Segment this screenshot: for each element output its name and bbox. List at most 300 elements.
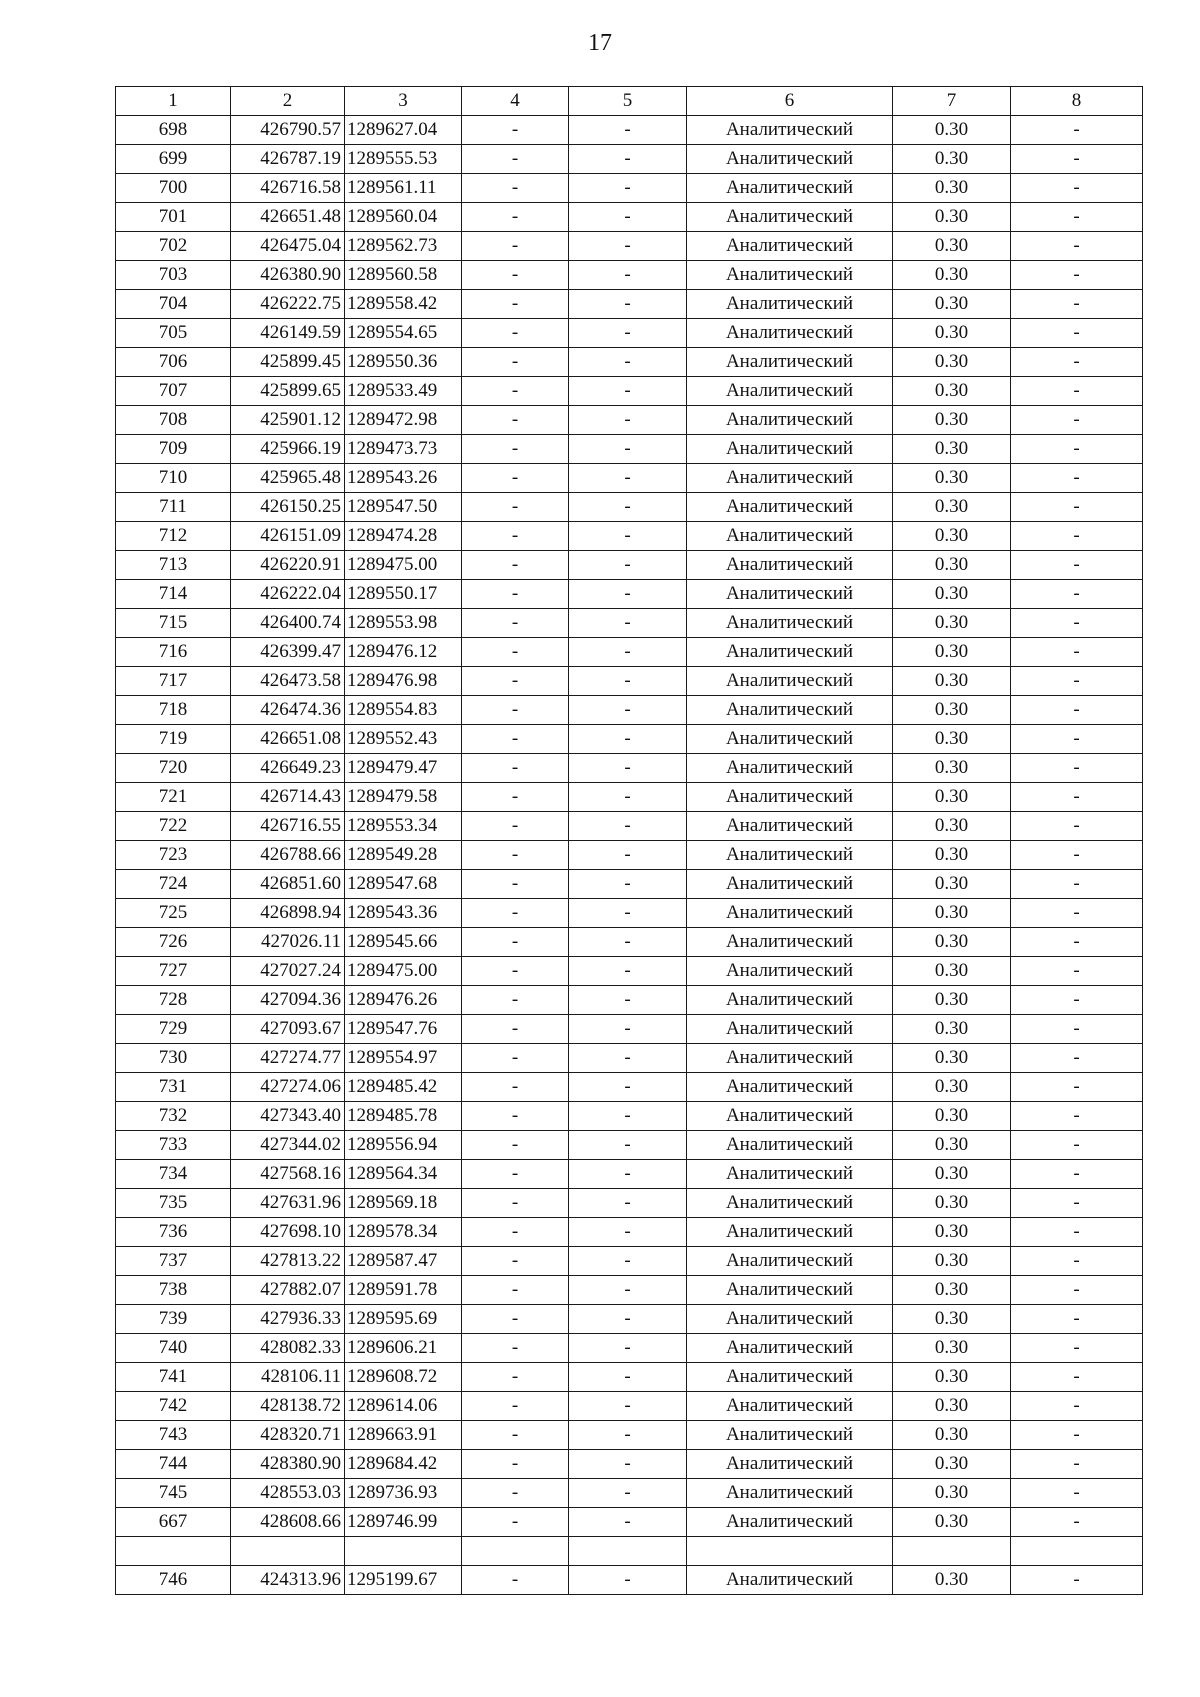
table-cell-col-4: - — [462, 406, 569, 435]
table-cell-col-4: - — [462, 290, 569, 319]
table-cell-col-5: - — [569, 841, 687, 870]
table-cell-col-3: 1289746.99 — [345, 1508, 462, 1537]
table-cell-col-1: 703 — [116, 261, 231, 290]
table-row — [116, 609, 1143, 638]
table-cell-col-5: - — [569, 1102, 687, 1131]
header-row — [116, 87, 1143, 116]
table-cell-col-7: 0.30 — [893, 116, 1011, 145]
table-cell-col-2: 426400.74 — [231, 609, 345, 638]
table-cell-col-1: 725 — [116, 899, 231, 928]
table-cell-col-7: 0.30 — [893, 435, 1011, 464]
table-cell-col-3: 1289562.73 — [345, 232, 462, 261]
table-cell-col-4: - — [462, 1479, 569, 1508]
table-cell-col-7: 0.30 — [893, 841, 1011, 870]
table-cell-col-8: - — [1011, 261, 1143, 290]
table-cell-col-3: 1289553.98 — [345, 609, 462, 638]
table-cell-col-3: 1289608.72 — [345, 1363, 462, 1392]
table-cell-col-5: - — [569, 377, 687, 406]
table-cell-col-2 — [231, 1537, 345, 1566]
table-cell-col-3: 1289554.65 — [345, 319, 462, 348]
table-cell-col-2: 427093.67 — [231, 1015, 345, 1044]
table-row — [116, 1537, 1143, 1566]
table-cell-col-1: 719 — [116, 725, 231, 754]
table-cell-col-1: 718 — [116, 696, 231, 725]
table-row — [116, 696, 1143, 725]
table-cell-col-2: 427094.36 — [231, 986, 345, 1015]
table-cell-col-3: 1289547.68 — [345, 870, 462, 899]
table-cell-col-6: Аналитический — [687, 1160, 893, 1189]
table-row — [116, 754, 1143, 783]
table-cell-col-2: 425966.19 — [231, 435, 345, 464]
table-cell-col-4: - — [462, 1450, 569, 1479]
table-cell-col-6: Аналитический — [687, 580, 893, 609]
table-cell-col-8: - — [1011, 464, 1143, 493]
table-cell-col-8: - — [1011, 232, 1143, 261]
table-row — [116, 580, 1143, 609]
table-row — [116, 493, 1143, 522]
table-cell-col-7: 0.30 — [893, 551, 1011, 580]
table-cell-col-3: 1289560.58 — [345, 261, 462, 290]
table-cell-col-1: 710 — [116, 464, 231, 493]
table-cell-col-5: - — [569, 667, 687, 696]
table-cell-col-1: 720 — [116, 754, 231, 783]
table-cell-col-7: 0.30 — [893, 957, 1011, 986]
table-row — [116, 522, 1143, 551]
table-cell-col-3: 1289560.04 — [345, 203, 462, 232]
table-cell-col-2: 427274.77 — [231, 1044, 345, 1073]
table-cell-col-6: Аналитический — [687, 1218, 893, 1247]
table-cell-col-3: 1289552.43 — [345, 725, 462, 754]
table-cell-col-3: 1289549.28 — [345, 841, 462, 870]
table-cell-col-8: - — [1011, 377, 1143, 406]
table-cell-col-5: - — [569, 319, 687, 348]
table-cell-col-4: - — [462, 1363, 569, 1392]
table-cell-col-4: - — [462, 870, 569, 899]
table-cell-col-6: Аналитический — [687, 725, 893, 754]
table-cell-col-6: Аналитический — [687, 406, 893, 435]
table-cell-col-8: - — [1011, 1044, 1143, 1073]
table-cell-col-6: Аналитический — [687, 754, 893, 783]
table-cell-col-6: Аналитический — [687, 232, 893, 261]
table-cell-col-7: 0.30 — [893, 928, 1011, 957]
table-cell-col-2: 427274.06 — [231, 1073, 345, 1102]
table-cell-col-2: 426716.55 — [231, 812, 345, 841]
table-cell-col-5: - — [569, 783, 687, 812]
table-cell-col-5: - — [569, 551, 687, 580]
table-cell-col-3: 1289472.98 — [345, 406, 462, 435]
table-cell-col-8: - — [1011, 1160, 1143, 1189]
table-cell-col-5: - — [569, 696, 687, 725]
page-number: 17 — [588, 30, 612, 56]
table-cell-col-6: Аналитический — [687, 957, 893, 986]
table-cell-col-4: - — [462, 435, 569, 464]
table-cell-col-4: - — [462, 1131, 569, 1160]
table-cell-col-4: - — [462, 841, 569, 870]
table-cell-col-8: - — [1011, 1566, 1143, 1595]
table-cell-col-5: - — [569, 232, 687, 261]
table-cell-col-8: - — [1011, 841, 1143, 870]
table-cell-col-4: - — [462, 1247, 569, 1276]
table-cell-col-5: - — [569, 870, 687, 899]
table-cell-col-8: - — [1011, 319, 1143, 348]
table-cell-col-5: - — [569, 1189, 687, 1218]
table-cell-col-2: 428320.71 — [231, 1421, 345, 1450]
coordinates-table — [115, 86, 1143, 1595]
table-cell-col-1: 729 — [116, 1015, 231, 1044]
table-cell-col-4: - — [462, 1508, 569, 1537]
table-cell-col-5: - — [569, 464, 687, 493]
table-cell-col-4 — [462, 1537, 569, 1566]
table-cell-col-6: Аналитический — [687, 1392, 893, 1421]
table-cell-col-6: Аналитический — [687, 1247, 893, 1276]
table-cell-col-2: 427813.22 — [231, 1247, 345, 1276]
table-cell-col-1: 739 — [116, 1305, 231, 1334]
table-cell-col-3: 1289587.47 — [345, 1247, 462, 1276]
table-cell-col-5: - — [569, 1392, 687, 1421]
table-cell-col-1: 727 — [116, 957, 231, 986]
table-cell-col-3: 1289485.42 — [345, 1073, 462, 1102]
table-row — [116, 1450, 1143, 1479]
table-body — [116, 116, 1143, 1595]
table-cell-col-6: Аналитический — [687, 116, 893, 145]
table-cell-col-3: 1289543.36 — [345, 899, 462, 928]
table-cell-col-8: - — [1011, 783, 1143, 812]
table-cell-col-6: Аналитический — [687, 522, 893, 551]
table-cell-col-1: 721 — [116, 783, 231, 812]
table-cell-col-2: 425901.12 — [231, 406, 345, 435]
table-cell-col-5: - — [569, 435, 687, 464]
table-cell-col-5: - — [569, 986, 687, 1015]
table-cell-col-6: Аналитический — [687, 1479, 893, 1508]
table-row — [116, 203, 1143, 232]
table-cell-col-4: - — [462, 899, 569, 928]
table-cell-col-4: - — [462, 377, 569, 406]
table-cell-col-4: - — [462, 203, 569, 232]
table-cell-col-2: 426651.08 — [231, 725, 345, 754]
table-cell-col-2: 427882.07 — [231, 1276, 345, 1305]
table-row — [116, 1044, 1143, 1073]
table-cell-col-3: 1289547.76 — [345, 1015, 462, 1044]
table-cell-col-2: 426149.59 — [231, 319, 345, 348]
table-cell-col-6: Аналитический — [687, 1334, 893, 1363]
table-cell-col-3: 1289554.97 — [345, 1044, 462, 1073]
table-cell-col-1: 728 — [116, 986, 231, 1015]
table-cell-col-1: 740 — [116, 1334, 231, 1363]
table-cell-col-8: - — [1011, 1363, 1143, 1392]
table-cell-col-3: 1289558.42 — [345, 290, 462, 319]
table-cell-col-7: 0.30 — [893, 377, 1011, 406]
table-cell-col-2: 426714.43 — [231, 783, 345, 812]
table-row — [116, 116, 1143, 145]
table-cell-col-2: 426380.90 — [231, 261, 345, 290]
table-cell-col-7: 0.30 — [893, 580, 1011, 609]
table-cell-col-6: Аналитический — [687, 1276, 893, 1305]
table-cell-col-3: 1289663.91 — [345, 1421, 462, 1450]
table-cell-col-8: - — [1011, 1102, 1143, 1131]
table-cell-col-1: 716 — [116, 638, 231, 667]
table-cell-col-7: 0.30 — [893, 203, 1011, 232]
table-cell-col-2: 425965.48 — [231, 464, 345, 493]
table-cell-col-8: - — [1011, 899, 1143, 928]
table-cell-col-6: Аналитический — [687, 928, 893, 957]
table-cell-col-4: - — [462, 1102, 569, 1131]
table-cell-col-7: 0.30 — [893, 232, 1011, 261]
table-cell-col-3: 1289553.34 — [345, 812, 462, 841]
table-cell-col-5: - — [569, 1566, 687, 1595]
table-cell-col-3: 1289627.04 — [345, 116, 462, 145]
table-cell-col-5: - — [569, 261, 687, 290]
table-cell-col-6: Аналитический — [687, 493, 893, 522]
table-cell-col-7: 0.30 — [893, 812, 1011, 841]
table-cell-col-3: 1289595.69 — [345, 1305, 462, 1334]
table-row — [116, 783, 1143, 812]
table-cell-col-5: - — [569, 1508, 687, 1537]
table-cell-col-6: Аналитический — [687, 435, 893, 464]
table-cell-col-4: - — [462, 1305, 569, 1334]
table-row — [116, 174, 1143, 203]
table-cell-col-7: 0.30 — [893, 1131, 1011, 1160]
table-cell-col-6: Аналитический — [687, 1421, 893, 1450]
table-cell-col-7: 0.30 — [893, 1044, 1011, 1073]
table-cell-col-1: 711 — [116, 493, 231, 522]
table-cell-col-4: - — [462, 1044, 569, 1073]
table-cell-col-5: - — [569, 1218, 687, 1247]
table-cell-col-4: - — [462, 1276, 569, 1305]
table-cell-col-1: 745 — [116, 1479, 231, 1508]
table-row — [116, 290, 1143, 319]
table-cell-col-2: 427344.02 — [231, 1131, 345, 1160]
table-cell-col-4: - — [462, 638, 569, 667]
table-cell-col-7: 0.30 — [893, 1276, 1011, 1305]
table-cell-col-3: 1289474.28 — [345, 522, 462, 551]
table-cell-col-6: Аналитический — [687, 1508, 893, 1537]
table-cell-col-7: 0.30 — [893, 261, 1011, 290]
table-cell-col-5: - — [569, 1044, 687, 1073]
table-cell-col-1: 726 — [116, 928, 231, 957]
table-cell-col-6: Аналитический — [687, 986, 893, 1015]
table-cell-col-7: 0.30 — [893, 464, 1011, 493]
table-row — [116, 1189, 1143, 1218]
table-row — [116, 464, 1143, 493]
table-cell-col-3: 1289475.00 — [345, 957, 462, 986]
table-cell-col-1: 738 — [116, 1276, 231, 1305]
table-cell-col-5: - — [569, 1450, 687, 1479]
table-cell-col-2: 426651.48 — [231, 203, 345, 232]
table-row — [116, 638, 1143, 667]
table-cell-col-2: 428082.33 — [231, 1334, 345, 1363]
table-cell-col-3: 1289578.34 — [345, 1218, 462, 1247]
table-row — [116, 1508, 1143, 1537]
table-row — [116, 1363, 1143, 1392]
table-row — [116, 1334, 1143, 1363]
table-cell-col-3: 1289479.47 — [345, 754, 462, 783]
table-cell-col-4: - — [462, 174, 569, 203]
table-cell-col-7: 0.30 — [893, 406, 1011, 435]
table-cell-col-7: 0.30 — [893, 638, 1011, 667]
table-cell-col-6: Аналитический — [687, 1015, 893, 1044]
column-header-7: 7 — [893, 87, 1011, 116]
table-cell-col-8: - — [1011, 1131, 1143, 1160]
table-cell-col-5: - — [569, 116, 687, 145]
table-cell-col-1: 731 — [116, 1073, 231, 1102]
table-cell-col-2: 427026.11 — [231, 928, 345, 957]
table-cell-col-7: 0.30 — [893, 986, 1011, 1015]
table-cell-col-6: Аналитический — [687, 783, 893, 812]
table-cell-col-8: - — [1011, 1015, 1143, 1044]
table-cell-col-2: 426788.66 — [231, 841, 345, 870]
table-cell-col-6: Аналитический — [687, 696, 893, 725]
table-cell-col-3: 1289564.34 — [345, 1160, 462, 1189]
table-cell-col-3: 1289533.49 — [345, 377, 462, 406]
table-cell-col-8: - — [1011, 986, 1143, 1015]
table-cell-col-7: 0.30 — [893, 1421, 1011, 1450]
table-cell-col-6: Аналитический — [687, 1073, 893, 1102]
table-row — [116, 1015, 1143, 1044]
table-cell-col-8: - — [1011, 754, 1143, 783]
table-cell-col-5: - — [569, 812, 687, 841]
table-cell-col-8: - — [1011, 1247, 1143, 1276]
table-cell-col-1: 707 — [116, 377, 231, 406]
table-cell-col-7: 0.30 — [893, 609, 1011, 638]
table-cell-col-2: 426473.58 — [231, 667, 345, 696]
table-cell-col-8: - — [1011, 1421, 1143, 1450]
table-cell-col-1: 741 — [116, 1363, 231, 1392]
table-cell-col-8: - — [1011, 1479, 1143, 1508]
table-cell-col-1: 735 — [116, 1189, 231, 1218]
table-cell-col-1: 733 — [116, 1131, 231, 1160]
table-row — [116, 551, 1143, 580]
table-cell-col-7: 0.30 — [893, 725, 1011, 754]
table-cell-col-4: - — [462, 232, 569, 261]
table-cell-col-6: Аналитический — [687, 841, 893, 870]
table-row — [116, 928, 1143, 957]
table-cell-col-8: - — [1011, 609, 1143, 638]
table-cell-col-6: Аналитический — [687, 1305, 893, 1334]
table-cell-col-7: 0.30 — [893, 174, 1011, 203]
table-cell-col-2: 427568.16 — [231, 1160, 345, 1189]
table-cell-col-7: 0.30 — [893, 1479, 1011, 1508]
table-cell-col-1: 737 — [116, 1247, 231, 1276]
table-cell-col-2: 426790.57 — [231, 116, 345, 145]
table-cell-col-3: 1289479.58 — [345, 783, 462, 812]
table-row — [116, 986, 1143, 1015]
table-cell-col-1: 704 — [116, 290, 231, 319]
table-cell-col-8: - — [1011, 493, 1143, 522]
table-row — [116, 667, 1143, 696]
table-cell-col-7: 0.30 — [893, 1160, 1011, 1189]
table-cell-col-8: - — [1011, 1450, 1143, 1479]
table-row — [116, 957, 1143, 986]
table-cell-col-1: 667 — [116, 1508, 231, 1537]
table-cell-col-5: - — [569, 1363, 687, 1392]
table-cell-col-5: - — [569, 1334, 687, 1363]
table-cell-col-5: - — [569, 348, 687, 377]
table-cell-col-2: 426220.91 — [231, 551, 345, 580]
table-cell-col-6 — [687, 1537, 893, 1566]
table-cell-col-1: 714 — [116, 580, 231, 609]
table-cell-col-4: - — [462, 725, 569, 754]
table-row — [116, 841, 1143, 870]
table-cell-col-7: 0.30 — [893, 696, 1011, 725]
table-cell-col-1: 734 — [116, 1160, 231, 1189]
table-cell-col-8: - — [1011, 1189, 1143, 1218]
table-cell-col-5: - — [569, 725, 687, 754]
table-cell-col-3: 1289475.00 — [345, 551, 462, 580]
table-cell-col-2: 426474.36 — [231, 696, 345, 725]
table-cell-col-3: 1289543.26 — [345, 464, 462, 493]
table-cell-col-3: 1289554.83 — [345, 696, 462, 725]
table-cell-col-7: 0.30 — [893, 348, 1011, 377]
column-header-8: 8 — [1011, 87, 1143, 116]
table-cell-col-5: - — [569, 1160, 687, 1189]
table-cell-col-3: 1289545.66 — [345, 928, 462, 957]
table-row — [116, 1305, 1143, 1334]
table-cell-col-3: 1289476.12 — [345, 638, 462, 667]
table-cell-col-4: - — [462, 754, 569, 783]
table-cell-col-1: 730 — [116, 1044, 231, 1073]
table-row — [116, 1392, 1143, 1421]
table-cell-col-2: 428106.11 — [231, 1363, 345, 1392]
table-cell-col-4: - — [462, 1160, 569, 1189]
table-cell-col-8: - — [1011, 348, 1143, 377]
table-cell-col-2: 427936.33 — [231, 1305, 345, 1334]
table-cell-col-7: 0.30 — [893, 493, 1011, 522]
table-cell-col-8: - — [1011, 290, 1143, 319]
table-cell-col-5: - — [569, 638, 687, 667]
table-cell-col-3: 1289550.17 — [345, 580, 462, 609]
table-cell-col-2: 426222.75 — [231, 290, 345, 319]
table-cell-col-5: - — [569, 1421, 687, 1450]
table-cell-col-7: 0.30 — [893, 667, 1011, 696]
table-cell-col-7: 0.30 — [893, 1566, 1011, 1595]
table-cell-col-4: - — [462, 522, 569, 551]
table-cell-col-4: - — [462, 957, 569, 986]
table-cell-col-3: 1289569.18 — [345, 1189, 462, 1218]
column-header-4: 4 — [462, 87, 569, 116]
table-cell-col-1: 698 — [116, 116, 231, 145]
table-cell-col-7: 0.30 — [893, 1073, 1011, 1102]
table-cell-col-1: 746 — [116, 1566, 231, 1595]
table-cell-col-6: Аналитический — [687, 1450, 893, 1479]
table-cell-col-3: 1295199.67 — [345, 1566, 462, 1595]
table-cell-col-1: 700 — [116, 174, 231, 203]
table-cell-col-3: 1289591.78 — [345, 1276, 462, 1305]
table-cell-col-4: - — [462, 696, 569, 725]
table-cell-col-6: Аналитический — [687, 1189, 893, 1218]
table-cell-col-7: 0.30 — [893, 783, 1011, 812]
table-cell-col-8: - — [1011, 1508, 1143, 1537]
table-cell-col-5: - — [569, 580, 687, 609]
table-cell-col-1: 724 — [116, 870, 231, 899]
table-cell-col-6: Аналитический — [687, 1131, 893, 1160]
table-cell-col-1: 699 — [116, 145, 231, 174]
table-cell-col-1: 705 — [116, 319, 231, 348]
table-cell-col-2: 428380.90 — [231, 1450, 345, 1479]
table-cell-col-5: - — [569, 609, 687, 638]
table-cell-col-7: 0.30 — [893, 1189, 1011, 1218]
table-row — [116, 1421, 1143, 1450]
table-cell-col-8: - — [1011, 1276, 1143, 1305]
table-cell-col-8: - — [1011, 725, 1143, 754]
table-cell-col-6: Аналитический — [687, 1363, 893, 1392]
table-cell-col-5: - — [569, 1131, 687, 1160]
table-cell-col-6: Аналитический — [687, 261, 893, 290]
table-cell-col-8: - — [1011, 435, 1143, 464]
table-cell-col-6: Аналитический — [687, 1102, 893, 1131]
table-cell-col-4: - — [462, 464, 569, 493]
table-cell-col-6: Аналитический — [687, 899, 893, 928]
table-cell-col-4: - — [462, 1073, 569, 1102]
